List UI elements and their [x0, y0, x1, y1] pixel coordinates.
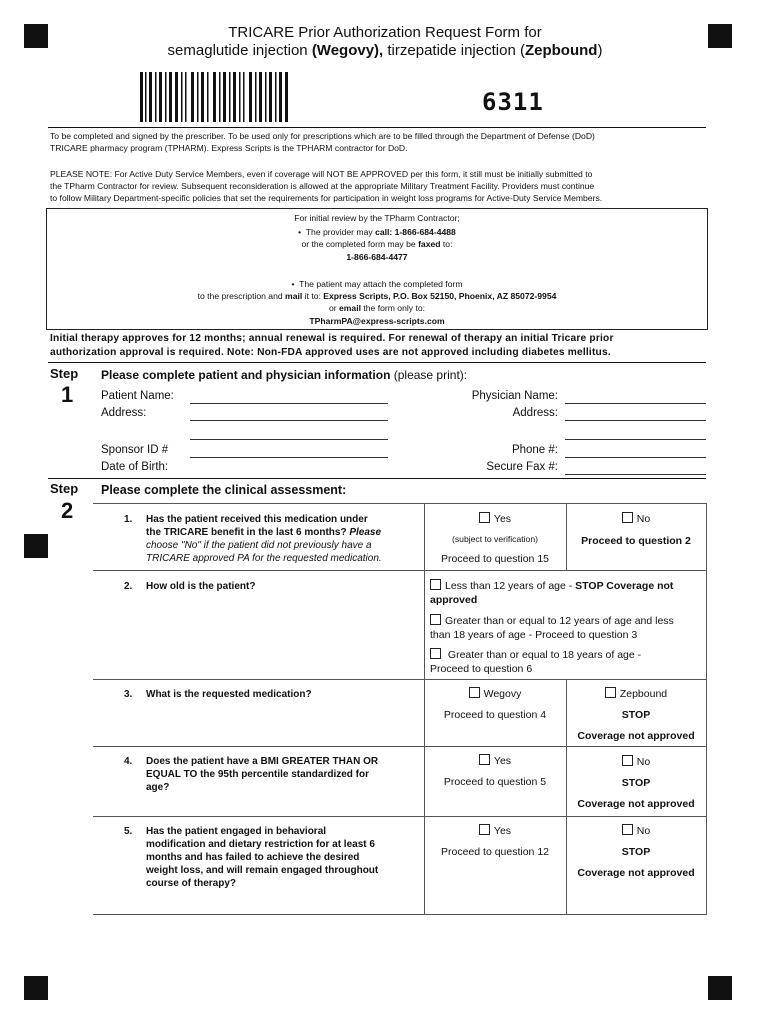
checkbox-icon[interactable] — [622, 824, 633, 835]
provider-call-text: • The provider may call: 1-866-684-4488 — [298, 227, 456, 237]
q1-yes-subtext: (subject to verification) — [452, 534, 538, 544]
form-code: 6311 — [482, 88, 544, 116]
q1-no-action: Proceed to question 2 — [581, 535, 691, 547]
notice-line2: the TPharm Contractor for review. Subsequent reconsideration is allowed at the appropriate Military Treatment Facility. Providers must continue — [50, 181, 595, 191]
patient-name-label: Patient Name: — [101, 390, 174, 402]
q5-number: 5. — [124, 826, 133, 837]
checkbox-icon[interactable] — [622, 512, 633, 523]
patient-address-label: Address: — [101, 407, 147, 419]
q3-zepbound-stop: STOP — [621, 709, 651, 721]
barcode — [140, 72, 290, 122]
initial-review-text: For initial review by the TPharm Contractor; — [294, 213, 460, 223]
step2-number: 2 — [61, 498, 74, 523]
q1-yes-option[interactable]: Yes — [424, 512, 566, 525]
step2-label: Step — [50, 481, 79, 496]
q3-zepbound-coverage: Coverage not approved — [577, 730, 695, 742]
checkbox-icon[interactable] — [479, 754, 490, 765]
secure-fax-label: Secure Fax #: — [486, 461, 558, 473]
checkbox-icon[interactable] — [622, 755, 633, 766]
contact-box — [46, 208, 708, 330]
physician-address-field-2[interactable] — [565, 439, 706, 440]
q3-wegovy-option[interactable]: Wegovy — [424, 687, 566, 700]
row-separator-2 — [93, 679, 707, 680]
step2-heading: Please complete the clinical assessment: — [101, 483, 347, 497]
q5-no-stop: STOP — [621, 846, 651, 858]
step1-heading: Please complete patient and physician information (please print): — [101, 368, 468, 382]
dob-label: Date of Birth: — [101, 461, 169, 473]
q3-text: What is the requested medication? — [146, 689, 312, 700]
row-separator-4 — [93, 816, 707, 817]
intro-line2: TRICARE pharmacy program (TPHARM). Express Scripts is the TPHARM contractor for DoD. — [50, 143, 408, 153]
step1-label: Step — [50, 366, 79, 381]
phone-label: Phone #: — [511, 444, 558, 456]
q2-number: 2. — [124, 581, 133, 592]
patient-address-field-2[interactable] — [190, 439, 388, 440]
secure-fax-field[interactable] — [565, 474, 706, 475]
q5-yes-option[interactable]: Yes — [424, 824, 566, 837]
checkbox-icon[interactable] — [479, 824, 490, 835]
row-separator-1 — [93, 570, 707, 571]
q5-yes-action: Proceed to question 12 — [441, 846, 549, 858]
physician-address-field-1[interactable] — [565, 420, 706, 421]
therapy-note-line1: Initial therapy approves for 12 months; annual renewal is required. For renewal of therapy an initial Tricare prior — [50, 333, 614, 344]
checkbox-icon[interactable] — [469, 687, 480, 698]
q2-text: How old is the patient? — [146, 581, 256, 592]
physician-address-label: Address: — [512, 407, 558, 419]
checkbox-icon[interactable] — [430, 648, 441, 659]
patient-name-field[interactable] — [190, 403, 388, 404]
fax-number: 1-866-684-4477 — [346, 252, 408, 262]
checkbox-icon[interactable] — [479, 512, 490, 523]
email-address: TPharmPA@express-scripts.com — [309, 316, 445, 326]
q1-text: Has the patient received this medication under the TRICARE benefit in the last 6 months? Please choose "No" if the patient did not previously have a TRICARE approved PA for the requested medication. — [146, 514, 382, 564]
q2-option-18-plus[interactable]: Greater than or equal to 18 years of age - Proceed to question 6 — [430, 649, 642, 675]
step1-number: 1 — [61, 382, 74, 407]
registration-mark-bottom-right — [708, 976, 732, 1000]
sponsor-id-field[interactable] — [190, 457, 388, 458]
header-rule — [48, 127, 706, 128]
therapy-rule — [48, 362, 706, 363]
registration-mark-mid-left — [24, 534, 48, 558]
registration-mark-bottom-left — [24, 976, 48, 1000]
table-border-top — [93, 503, 707, 504]
checkbox-icon[interactable] — [605, 687, 616, 698]
q4-number: 4. — [124, 756, 133, 767]
physician-name-field[interactable] — [565, 403, 706, 404]
q3-zepbound-option[interactable]: Zepbound — [566, 687, 706, 700]
q4-yes-option[interactable]: Yes — [424, 754, 566, 767]
q1-yes-action: Proceed to question 15 — [441, 553, 549, 565]
q2-option-under-12[interactable]: Less than 12 years of age - STOP Coverage not approved — [430, 580, 674, 606]
therapy-note-line2: authorization approval is required. Note: Non-FDA approved uses are not approved including diabetes mellitus. — [50, 347, 611, 358]
intro-line1: To be completed and signed by the prescriber. To be used only for prescriptions which are to be filled through the Department of Defense (DoD) — [50, 131, 595, 141]
q5-no-option[interactable]: No — [566, 824, 706, 837]
row-separator-3 — [93, 746, 707, 747]
q4-no-option[interactable]: No — [566, 755, 706, 768]
q5-no-coverage: Coverage not approved — [577, 867, 695, 879]
physician-name-label: Physician Name: — [471, 390, 558, 402]
fax-text: or the completed form may be faxed to: — [301, 239, 453, 249]
table-border-right — [706, 503, 707, 914]
notice-line1: PLEASE NOTE: For Active Duty Service Members, even if coverage will NOT BE APPROVED per this form, it still must be initially submitted to — [50, 169, 593, 179]
patient-attach-text: • The patient may attach the completed form — [291, 279, 463, 289]
form-title-line1: TRICARE Prior Authorization Request Form for — [228, 24, 542, 41]
step1-rule — [48, 478, 706, 479]
q4-no-coverage: Coverage not approved — [577, 798, 695, 810]
q1-number: 1. — [124, 514, 133, 525]
mail-text: to the prescription and mail it to: Express Scripts, P.O. Box 52150, Phoenix, AZ 85072-9954 — [197, 291, 557, 301]
q2-option-12-to-18[interactable]: Greater than or equal to 12 years of age and less than 18 years of age - Proceed to question 3 — [430, 615, 674, 641]
q4-yes-action: Proceed to question 5 — [443, 776, 547, 788]
q4-no-stop: STOP — [621, 777, 651, 789]
table-border-bottom — [93, 914, 707, 915]
form-title-line2: semaglutide injection (Wegovy), tirzepatide injection (Zepbound) — [167, 42, 603, 59]
q3-wegovy-action: Proceed to question 4 — [443, 709, 547, 721]
phone-field[interactable] — [565, 457, 706, 458]
checkbox-icon[interactable] — [430, 614, 441, 625]
q5-text: Has the patient engaged in behavioral modification and dietary restriction for at least 6 months and has failed to achieve the desired weight loss, and will remain engaged throughout course of therapy? — [146, 826, 379, 889]
email-text: or email the form only to: — [328, 303, 426, 313]
q3-number: 3. — [124, 689, 133, 700]
q4-text: Does the patient have a BMI GREATER THAN OR EQUAL TO the 95th percentile standardized for age? — [146, 756, 379, 793]
checkbox-icon[interactable] — [430, 579, 441, 590]
sponsor-id-label: Sponsor ID # — [101, 444, 169, 456]
notice-line3: to follow Military Department-specific policies that set the requirements for participation in weight loss programs for Active-Duty Service Members. — [50, 193, 603, 203]
patient-address-field-1[interactable] — [190, 420, 388, 421]
q1-no-option[interactable]: No — [566, 512, 706, 525]
